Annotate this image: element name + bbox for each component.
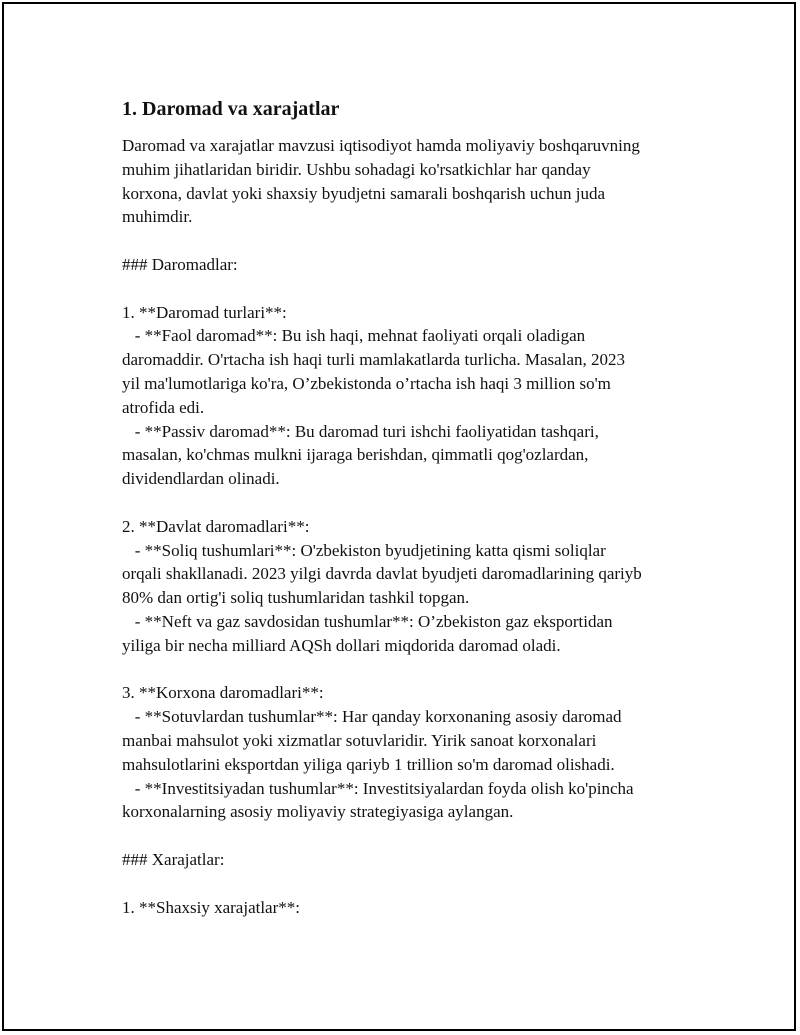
text-line: Daromad va xarajatlar mavzusi iqtisodiyot hamda moliyaviy boshqaruvning [122, 136, 640, 155]
section-heading: ### Xarajatlar: [122, 849, 225, 869]
text-line: yiliga bir necha milliard AQSh dollari miqdorida daromad oladi. [122, 635, 561, 655]
text-line: dividendlardan olinadi. [122, 469, 280, 489]
text-line: - **Faol daromad**: Bu ish haqi, mehnat faoliyati orqali oladigan [122, 326, 586, 346]
text-line: muhim jihatlaridan biridir. Ushbu sohadagi ko'rsatkichlar har qanday [122, 159, 591, 179]
text-line: atrofida edi. [122, 397, 205, 417]
list-item: 1. **Shaxsiy xarajatlar**: [122, 897, 300, 917]
text-line: yil ma'lumotlariga ko'ra, O’zbekistonda o’rtacha ish haqi 3 million so'm [122, 373, 611, 393]
text-line: korxonalarning asosiy moliyaviy strategiyasiga aylangan. [122, 802, 514, 822]
text-line: orqali shakllanadi. 2023 yilgi davrda davlat byudjeti daromadlarining qariyb [122, 564, 642, 584]
text-line: - **Soliq tushumlari**: O'zbekiston byudjetining katta qismi soliqlar [122, 540, 606, 560]
text-line: masalan, ko'chmas mulkni ijaraga berishdan, qimmatli qog'ozlardan, [122, 445, 589, 465]
blank-line [122, 824, 722, 848]
text-line: muhimdir. [122, 207, 193, 227]
document-body [122, 92, 722, 919]
list-item: 1. **Daromad turlari**: [122, 302, 287, 322]
blank-line [122, 872, 722, 896]
text-line: - **Sotuvlardan tushumlar**: Har qanday korxonaning asosiy daromad [122, 707, 622, 727]
blank-line [122, 491, 722, 515]
text-line: 80% dan ortig'i soliq tushumlaridan tashkil topgan. [122, 588, 470, 608]
text-line: daromaddir. O'rtacha ish haqi turli mamlakatlarda turlicha. Masalan, 2023 [122, 350, 625, 370]
text-line: - **Investitsiyadan tushumlar**: Investitsiyalardan foyda olish ko'pincha [122, 778, 634, 798]
list-item: 2. **Davlat daromadlari**: [122, 516, 310, 536]
list-item: 3. **Korxona daromadlari**: [122, 683, 324, 703]
text-line: korxona, davlat yoki shaxsiy byudjetni samarali boshqarish uchun juda [122, 183, 605, 203]
text-line: manbai mahsulot yoki xizmatlar sotuvlaridir. Yirik sanoat korxonalari [122, 730, 597, 750]
blank-line [122, 658, 722, 682]
text-line: - **Neft va gaz savdosidan tushumlar**: O’zbekiston gaz eksportidan [122, 611, 613, 631]
section-heading: ### Daromadlar: [122, 254, 238, 274]
page-frame [2, 2, 796, 1031]
text-block [122, 134, 722, 919]
text-line: mahsulotlarini eksportdan yiliga qariyb 1 trillion so'm daromad olishadi. [122, 754, 615, 774]
blank-line [122, 277, 722, 301]
page-title: 1. Daromad va xarajatlar [122, 98, 340, 120]
text-line: - **Passiv daromad**: Bu daromad turi ishchi faoliyatidan tashqari, [122, 421, 599, 441]
blank-line [122, 229, 722, 253]
